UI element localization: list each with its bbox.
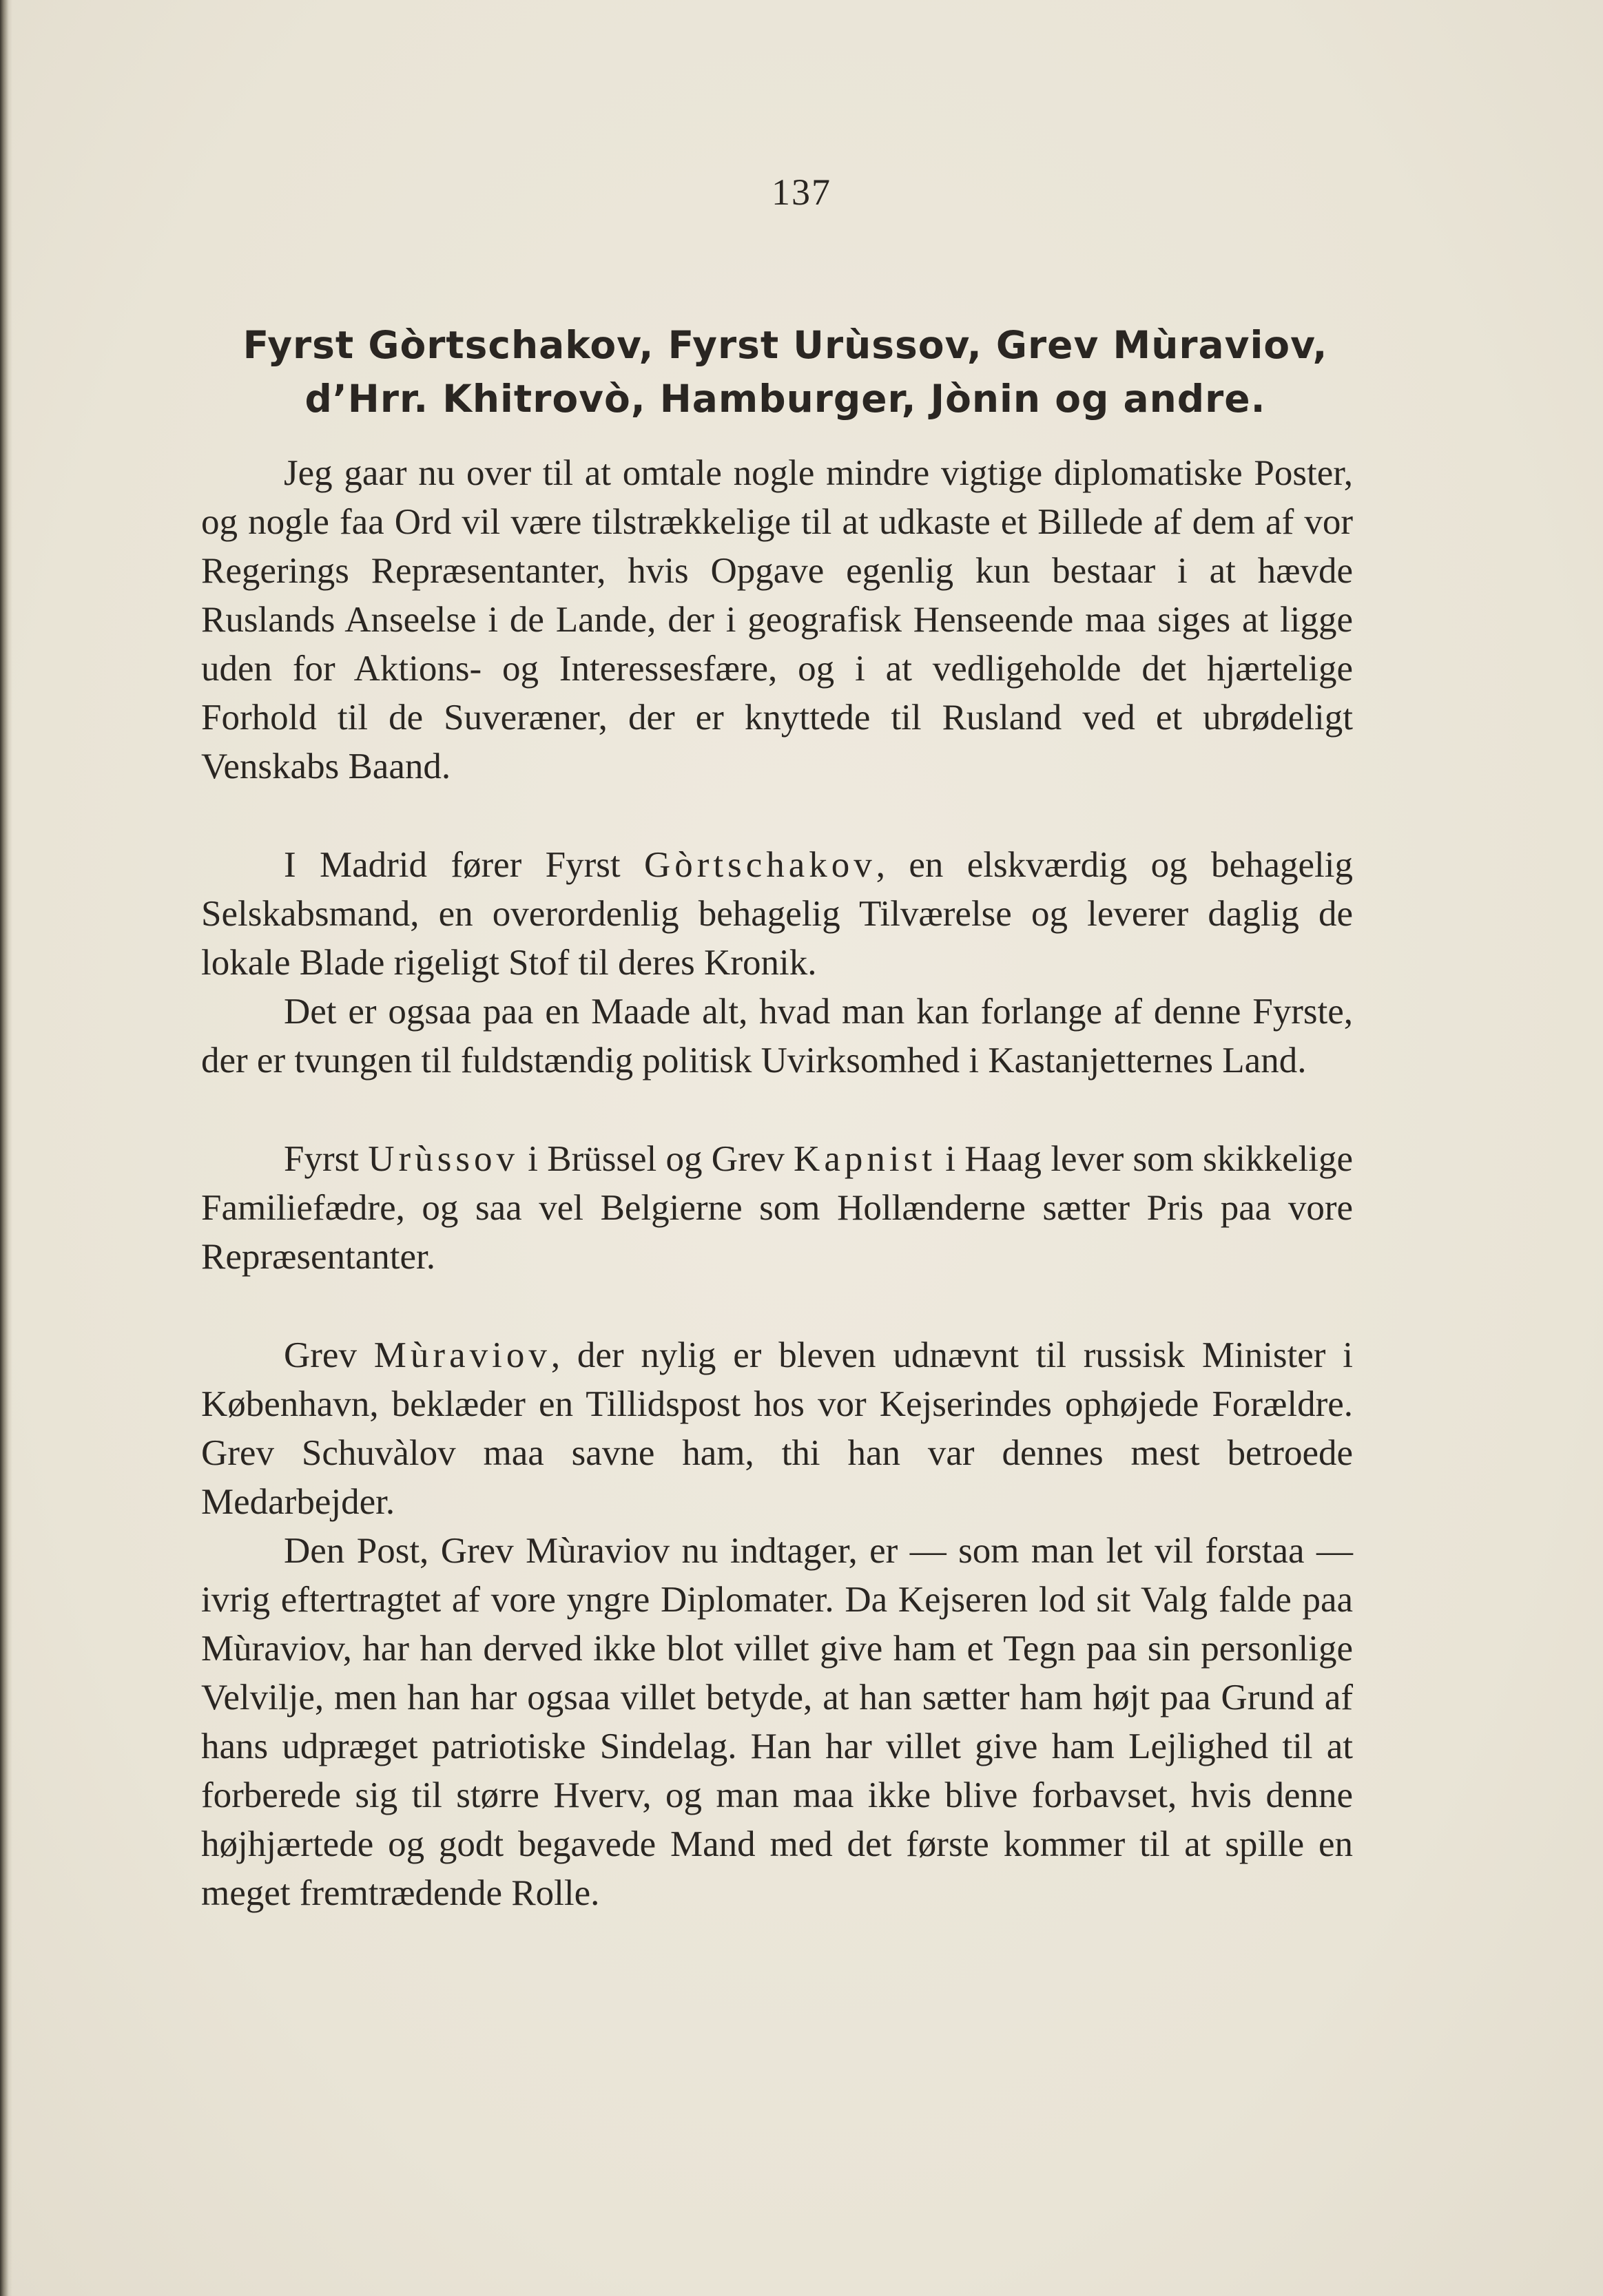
paragraph-text: i Brüssel og Grev: [518, 1139, 794, 1179]
paragraph: Den Post, Grev Mùraviov nu indtager, er — som man let vil forstaa — ivrig eftertragtet af vore yngre Diplomater. Da Kejseren lod sit Valg falde paa Mùraviov, har han derved ikke blot villet give ham et Tegn paa sin personlige Velvilje, men han har ogsaa villet betyde, at han sætter ham højt paa Grund af hans udpræget patriotiske Sindelag. Han har villet give ham Lejlighed til at forberede sig til større Hverv, og man maa ikke blive forbavset, hvis denne højhjærtede og godt begavede Mand med det første kommer til at spille en meget fremtrædende Rolle.: [201, 1531, 1353, 1913]
paragraph: Jeg gaar nu over til at omtale nogle mindre vigtige diplomatiske Poster, og nogle faa Ord vil være tilstrækkelige til at udkaste et Billede af dem af vor Regerings Repræsentanter, hvis Opgave egenlig kun bestaar i at hævde Ruslands Anseelse i de Lande, der i geografisk Henseende maa siges at ligge uden for Aktions- og Interessesfære, og i at vedligeholde det hjærtelige Forhold til de Suveræner, der er knyttede til Rusland ved et ubrødeligt Venskabs Baand.: [201, 453, 1353, 786]
page-number: 137: [772, 171, 831, 213]
emphasized-name: Mùraviov: [373, 1335, 551, 1375]
paragraph-text: , en elskværdig og behagelig Selskabsmand, en overordenlig behagelig Tilværelse og leverer daglig de lokale Blade rigeligt Stof til deres Kronik.: [201, 845, 1353, 983]
emphasized-name: Urùssov: [368, 1139, 519, 1179]
paragraph-text: Fyrst: [284, 1139, 369, 1179]
paragraph-text: i Haag lever som skikkelige Familiefædre, og saa vel Belgierne som Hollænderne sætter Pris paa vore Repræsentanter.: [201, 1139, 1353, 1277]
paragraph: Det er ogsaa paa en Maade alt, hvad man kan forlange af denne Fyrste, der er tvungen til fuldstændig politisk Uvirksomhed i Kastanjetternes Land.: [201, 992, 1353, 1081]
paragraph: [201, 1135, 1353, 1282]
paragraph-text: I Madrid fører Fyrst: [284, 845, 644, 885]
heading-line-2: d’Hrr. Khitrovò, Hamburger, Jònin og andre.: [304, 377, 1266, 421]
paragraph: [201, 841, 1353, 988]
chapter-heading: [200, 318, 1371, 426]
emphasized-name: Gòrtschakov: [643, 845, 876, 885]
body-text: [201, 449, 1353, 1918]
binding-edge: [0, 0, 12, 2296]
paragraph-text: Grev: [284, 1335, 374, 1375]
paragraph-text: , der nylig er bleven udnævnt til russisk Minister i København, beklæder en Tillidspost hos vor Kejserindes ophøjede Forældre. Grev Schuvàlov maa savne ham, thi han var dennes mest betroede Medarbejder.: [201, 1335, 1353, 1522]
emphasized-name: Kapnist: [794, 1139, 936, 1179]
paragraph: [201, 1331, 1353, 1527]
heading-line-1: Fyrst Gòrtschakov, Fyrst Urùssov, Grev Mùraviov,: [242, 323, 1328, 367]
